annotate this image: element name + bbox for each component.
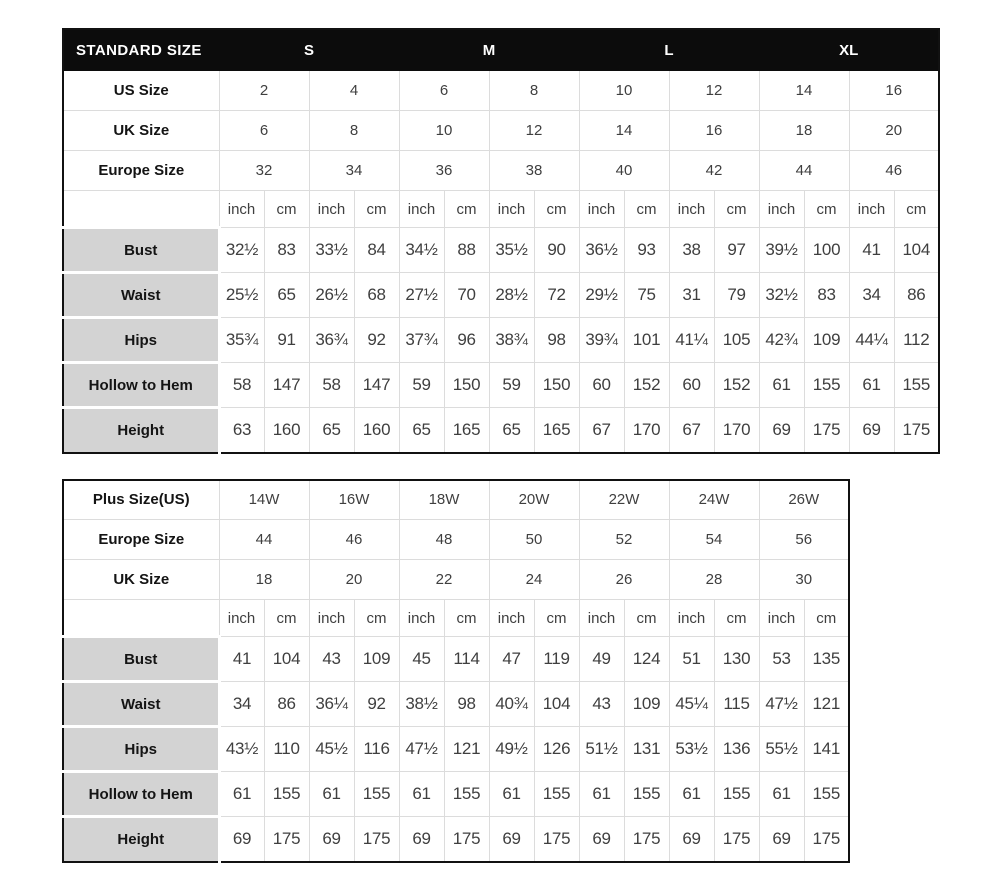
measurement-value: 36½ (579, 228, 624, 273)
measurement-value: 45 (399, 637, 444, 682)
measurement-value: 155 (804, 772, 849, 817)
measurement-value: 65 (309, 408, 354, 453)
corner-cell (63, 191, 219, 228)
size-value: 14 (579, 111, 669, 151)
measurement-value: 165 (534, 408, 579, 453)
measurement-value: 104 (894, 228, 939, 273)
measurement-value: 155 (894, 363, 939, 408)
unit-label: cm (624, 600, 669, 637)
measurement-value: 61 (399, 772, 444, 817)
measurement-value: 25½ (219, 273, 264, 318)
measurement-label: Hips (63, 727, 219, 772)
measurement-row (63, 363, 939, 408)
measurement-value: 29½ (579, 273, 624, 318)
measurement-value: 109 (624, 682, 669, 727)
measurement-value: 121 (444, 727, 489, 772)
measurement-value: 155 (804, 363, 849, 408)
measurement-label: Height (63, 817, 219, 862)
measurement-value: 121 (804, 682, 849, 727)
measurement-value: 175 (714, 817, 759, 862)
size-value: 18W (399, 480, 489, 520)
measurement-value: 69 (759, 408, 804, 453)
standard-size-table (62, 28, 940, 454)
measurement-value: 96 (444, 318, 489, 363)
measurement-row (63, 228, 939, 273)
size-value: 26 (579, 560, 669, 600)
measurement-value: 58 (219, 363, 264, 408)
measurement-value: 47½ (759, 682, 804, 727)
measurement-value: 100 (804, 228, 849, 273)
measurement-value: 115 (714, 682, 759, 727)
measurement-row (63, 318, 939, 363)
measurement-value: 40¾ (489, 682, 534, 727)
measurement-value: 130 (714, 637, 759, 682)
size-value: 40 (579, 151, 669, 191)
measurement-value: 41¼ (669, 318, 714, 363)
measurement-value: 104 (264, 637, 309, 682)
size-value: 20 (849, 111, 939, 151)
size-value: 28 (669, 560, 759, 600)
measurement-value: 51 (669, 637, 714, 682)
measurement-label: Hips (63, 318, 219, 363)
size-value: 6 (399, 71, 489, 111)
measurement-value: 119 (534, 637, 579, 682)
measurement-value: 175 (624, 817, 669, 862)
measurement-value: 152 (714, 363, 759, 408)
measurement-value: 53 (759, 637, 804, 682)
measurement-value: 147 (264, 363, 309, 408)
measurement-value: 69 (759, 817, 804, 862)
measurement-value: 136 (714, 727, 759, 772)
measurement-label: Waist (63, 682, 219, 727)
measurement-value: 43 (309, 637, 354, 682)
measurement-row (63, 637, 849, 682)
unit-label: inch (669, 600, 714, 637)
measurement-value: 175 (444, 817, 489, 862)
unit-label: cm (624, 191, 669, 228)
measurement-value: 58 (309, 363, 354, 408)
size-value: 24W (669, 480, 759, 520)
measurement-value: 98 (444, 682, 489, 727)
size-value: 14W (219, 480, 309, 520)
unit-label: inch (399, 191, 444, 228)
corner-cell (63, 600, 219, 637)
measurement-value: 26½ (309, 273, 354, 318)
measurement-value: 49½ (489, 727, 534, 772)
unit-label: inch (579, 600, 624, 637)
unit-label: cm (444, 191, 489, 228)
size-value: 52 (579, 520, 669, 560)
measurement-row (63, 408, 939, 453)
measurement-value: 84 (354, 228, 399, 273)
measurement-value: 69 (579, 817, 624, 862)
size-value: 24 (489, 560, 579, 600)
measurement-value: 75 (624, 273, 669, 318)
measurement-value: 116 (354, 727, 399, 772)
measurement-label: Bust (63, 228, 219, 273)
size-value: 22 (399, 560, 489, 600)
measurement-value: 55½ (759, 727, 804, 772)
unit-label: inch (399, 600, 444, 637)
measurement-value: 135 (804, 637, 849, 682)
measurement-value: 83 (804, 273, 849, 318)
size-value: 6 (219, 111, 309, 151)
measurement-label: Waist (63, 273, 219, 318)
unit-label: cm (894, 191, 939, 228)
measurement-value: 175 (894, 408, 939, 453)
size-row-label: Europe Size (63, 151, 219, 191)
measurement-value: 61 (759, 772, 804, 817)
measurement-value: 41 (219, 637, 264, 682)
measurement-value: 92 (354, 682, 399, 727)
size-value: 12 (669, 71, 759, 111)
table-header-band (63, 29, 939, 71)
measurement-value: 109 (804, 318, 849, 363)
measurement-value: 141 (804, 727, 849, 772)
measurement-row (63, 772, 849, 817)
measurement-value: 67 (669, 408, 714, 453)
measurement-value: 79 (714, 273, 759, 318)
size-value: 46 (849, 151, 939, 191)
measurement-value: 150 (444, 363, 489, 408)
measurement-value: 155 (264, 772, 309, 817)
unit-header-row (63, 191, 939, 228)
size-value: 4 (309, 71, 399, 111)
measurement-value: 65 (264, 273, 309, 318)
unit-header-row (63, 600, 849, 637)
measurement-value: 175 (534, 817, 579, 862)
measurement-value: 43½ (219, 727, 264, 772)
size-value: 22W (579, 480, 669, 520)
size-value: 42 (669, 151, 759, 191)
measurement-value: 88 (444, 228, 489, 273)
size-value: 10 (579, 71, 669, 111)
size-row-label: US Size (63, 71, 219, 111)
measurement-value: 41 (849, 228, 894, 273)
measurement-value: 155 (714, 772, 759, 817)
measurement-value: 27½ (399, 273, 444, 318)
size-conversion-row (63, 520, 849, 560)
size-value: 48 (399, 520, 489, 560)
measurement-value: 98 (534, 318, 579, 363)
measurement-row (63, 273, 939, 318)
measurement-value: 124 (624, 637, 669, 682)
size-value: 38 (489, 151, 579, 191)
unit-label: inch (759, 191, 804, 228)
size-value: 16W (309, 480, 399, 520)
plus-size-table (62, 479, 850, 863)
size-conversion-row (63, 480, 849, 520)
size-value: 12 (489, 111, 579, 151)
size-value: 36 (399, 151, 489, 191)
measurement-value: 175 (354, 817, 399, 862)
size-group-label: XL (759, 29, 939, 71)
size-conversion-row (63, 151, 939, 191)
measurement-value: 109 (354, 637, 399, 682)
measurement-value: 61 (849, 363, 894, 408)
measurement-value: 170 (624, 408, 669, 453)
measurement-value: 86 (894, 273, 939, 318)
size-value: 2 (219, 71, 309, 111)
size-group-label: M (399, 29, 579, 71)
size-group-label: L (579, 29, 759, 71)
size-value: 56 (759, 520, 849, 560)
measurement-value: 34½ (399, 228, 444, 273)
measurement-value: 35¾ (219, 318, 264, 363)
measurement-value: 59 (399, 363, 444, 408)
table-title: STANDARD SIZE (63, 29, 219, 71)
measurement-value: 131 (624, 727, 669, 772)
size-value: 20W (489, 480, 579, 520)
unit-label: cm (714, 600, 759, 637)
measurement-value: 47 (489, 637, 534, 682)
measurement-value: 170 (714, 408, 759, 453)
measurement-value: 67 (579, 408, 624, 453)
unit-label: inch (219, 191, 264, 228)
size-conversion-row (63, 71, 939, 111)
measurement-value: 175 (804, 408, 849, 453)
measurement-value: 61 (759, 363, 804, 408)
unit-label: inch (489, 191, 534, 228)
measurement-value: 63 (219, 408, 264, 453)
measurement-value: 69 (849, 408, 894, 453)
measurement-value: 70 (444, 273, 489, 318)
measurement-value: 32½ (759, 273, 804, 318)
unit-label: cm (534, 191, 579, 228)
measurement-value: 175 (804, 817, 849, 862)
unit-label: cm (354, 191, 399, 228)
size-group-label: S (219, 29, 399, 71)
measurement-value: 112 (894, 318, 939, 363)
measurement-value: 104 (534, 682, 579, 727)
measurement-value: 155 (354, 772, 399, 817)
measurement-value: 59 (489, 363, 534, 408)
measurement-value: 65 (489, 408, 534, 453)
size-value: 44 (219, 520, 309, 560)
measurement-value: 93 (624, 228, 669, 273)
measurement-value: 69 (309, 817, 354, 862)
measurement-value: 61 (579, 772, 624, 817)
unit-label: cm (444, 600, 489, 637)
measurement-value: 83 (264, 228, 309, 273)
unit-label: cm (804, 600, 849, 637)
size-conversion-row (63, 560, 849, 600)
measurement-value: 49 (579, 637, 624, 682)
size-value: 20 (309, 560, 399, 600)
size-value: 32 (219, 151, 309, 191)
measurement-label: Hollow to Hem (63, 363, 219, 408)
measurement-value: 61 (309, 772, 354, 817)
unit-label: cm (354, 600, 399, 637)
measurement-value: 38 (669, 228, 714, 273)
measurement-value: 110 (264, 727, 309, 772)
size-value: 8 (489, 71, 579, 111)
unit-label: inch (849, 191, 894, 228)
measurement-value: 92 (354, 318, 399, 363)
measurement-value: 60 (579, 363, 624, 408)
measurement-value: 69 (399, 817, 444, 862)
measurement-value: 152 (624, 363, 669, 408)
measurement-value: 97 (714, 228, 759, 273)
measurement-value: 147 (354, 363, 399, 408)
measurement-label: Height (63, 408, 219, 453)
measurement-value: 45½ (309, 727, 354, 772)
measurement-value: 72 (534, 273, 579, 318)
measurement-value: 150 (534, 363, 579, 408)
measurement-value: 60 (669, 363, 714, 408)
measurement-value: 69 (489, 817, 534, 862)
measurement-value: 51½ (579, 727, 624, 772)
measurement-value: 114 (444, 637, 489, 682)
measurement-value: 160 (264, 408, 309, 453)
measurement-value: 34 (849, 273, 894, 318)
measurement-value: 47½ (399, 727, 444, 772)
measurement-value: 44¼ (849, 318, 894, 363)
measurement-value: 155 (534, 772, 579, 817)
size-row-label: Europe Size (63, 520, 219, 560)
measurement-value: 38½ (399, 682, 444, 727)
size-row-label: UK Size (63, 560, 219, 600)
measurement-value: 155 (444, 772, 489, 817)
size-value: 16 (849, 71, 939, 111)
unit-label: cm (264, 600, 309, 637)
measurement-value: 165 (444, 408, 489, 453)
size-row-label: UK Size (63, 111, 219, 151)
measurement-value: 38¾ (489, 318, 534, 363)
measurement-value: 61 (669, 772, 714, 817)
measurement-value: 69 (669, 817, 714, 862)
unit-label: inch (669, 191, 714, 228)
measurement-value: 36¼ (309, 682, 354, 727)
measurement-value: 86 (264, 682, 309, 727)
unit-label: inch (219, 600, 264, 637)
measurement-value: 101 (624, 318, 669, 363)
measurement-value: 39½ (759, 228, 804, 273)
size-value: 10 (399, 111, 489, 151)
size-value: 50 (489, 520, 579, 560)
measurement-row (63, 727, 849, 772)
size-value: 16 (669, 111, 759, 151)
size-value: 26W (759, 480, 849, 520)
measurement-row (63, 817, 849, 862)
measurement-value: 69 (219, 817, 264, 862)
measurement-value: 34 (219, 682, 264, 727)
unit-label: cm (534, 600, 579, 637)
unit-label: cm (714, 191, 759, 228)
unit-label: inch (309, 191, 354, 228)
measurement-value: 42¾ (759, 318, 804, 363)
measurement-value: 45¼ (669, 682, 714, 727)
size-conversion-row (63, 111, 939, 151)
measurement-value: 36¾ (309, 318, 354, 363)
measurement-value: 39¾ (579, 318, 624, 363)
measurement-label: Hollow to Hem (63, 772, 219, 817)
measurement-row (63, 682, 849, 727)
measurement-value: 68 (354, 273, 399, 318)
measurement-label: Bust (63, 637, 219, 682)
measurement-value: 31 (669, 273, 714, 318)
size-value: 54 (669, 520, 759, 560)
measurement-value: 32½ (219, 228, 264, 273)
measurement-value: 33½ (309, 228, 354, 273)
unit-label: cm (804, 191, 849, 228)
measurement-value: 90 (534, 228, 579, 273)
measurement-value: 35½ (489, 228, 534, 273)
measurement-value: 175 (264, 817, 309, 862)
measurement-value: 53½ (669, 727, 714, 772)
size-row-label: Plus Size(US) (63, 480, 219, 520)
size-value: 34 (309, 151, 399, 191)
measurement-value: 160 (354, 408, 399, 453)
measurement-value: 61 (219, 772, 264, 817)
unit-label: inch (579, 191, 624, 228)
measurement-value: 28½ (489, 273, 534, 318)
unit-label: inch (759, 600, 804, 637)
size-value: 18 (759, 111, 849, 151)
measurement-value: 65 (399, 408, 444, 453)
unit-label: inch (489, 600, 534, 637)
unit-label: inch (309, 600, 354, 637)
unit-label: cm (264, 191, 309, 228)
measurement-value: 61 (489, 772, 534, 817)
size-value: 44 (759, 151, 849, 191)
size-value: 30 (759, 560, 849, 600)
measurement-value: 105 (714, 318, 759, 363)
size-value: 8 (309, 111, 399, 151)
measurement-value: 126 (534, 727, 579, 772)
size-value: 18 (219, 560, 309, 600)
size-value: 14 (759, 71, 849, 111)
measurement-value: 91 (264, 318, 309, 363)
measurement-value: 37¾ (399, 318, 444, 363)
size-value: 46 (309, 520, 399, 560)
measurement-value: 43 (579, 682, 624, 727)
measurement-value: 155 (624, 772, 669, 817)
